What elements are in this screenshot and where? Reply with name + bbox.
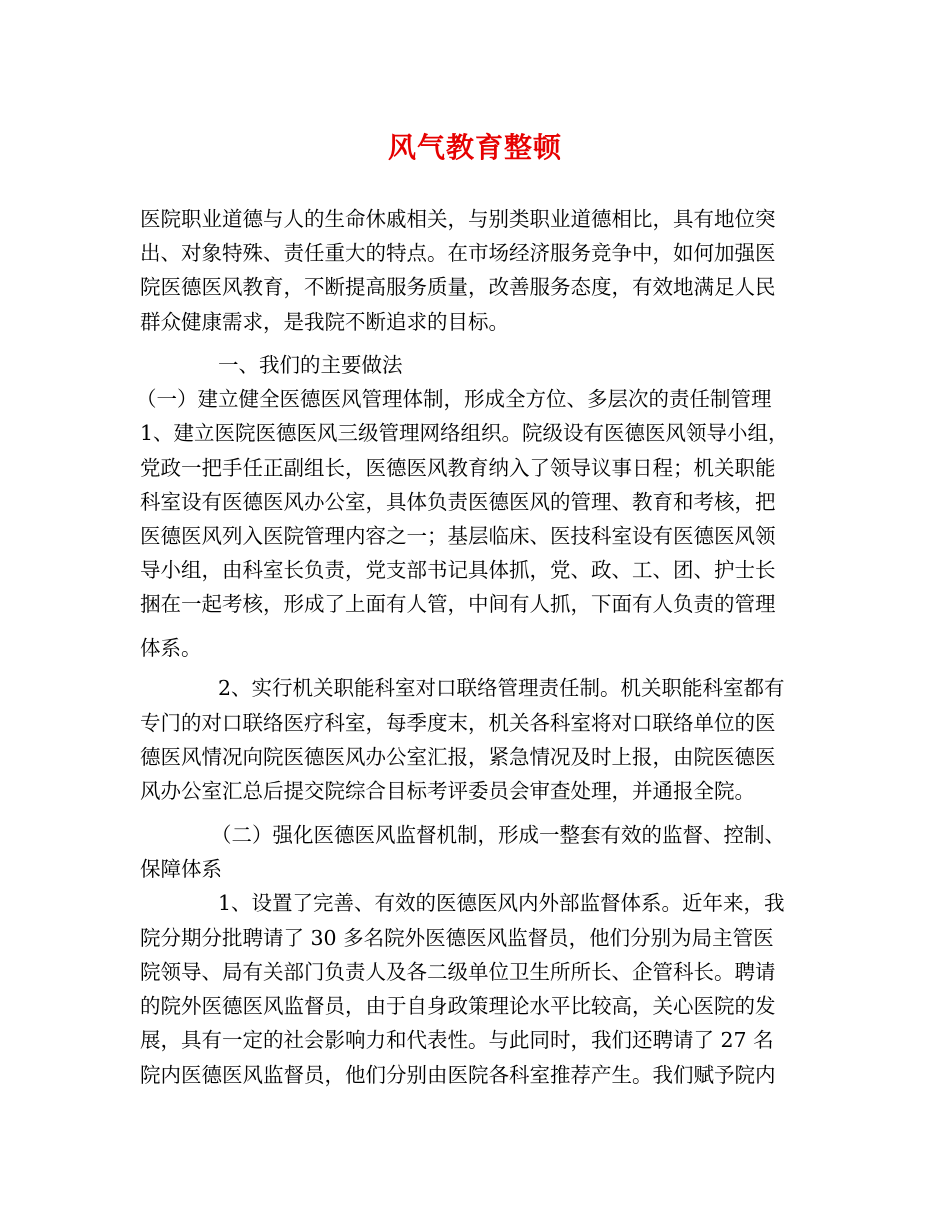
text-line: 院分期分批聘请了 30 多名院外医德医风监督员，他们分别为局主管医: [140, 926, 774, 950]
subsection-heading: （二）强化医德医风监督机制，形成一整套有效的监督、控制、: [211, 823, 785, 847]
document-title: 风气教育整顿: [387, 131, 562, 164]
text-line: 2、实行机关职能科室对口联络管理责任制。机关职能科室都有: [218, 676, 785, 700]
text-line: 保障体系: [140, 857, 222, 881]
text-line: 专门的对口联络医疗科室，每季度末，机关各科室将对口联络单位的医: [140, 711, 776, 735]
subsection-heading: （一）建立健全医德医风管理体制，形成全方位、多层次的责任制管理: [136, 387, 772, 411]
text-line: 出、对象特殊、责任重大的特点。在市场经济服务竞争中，如何加强医: [140, 241, 776, 265]
text-line: 展，具有一定的社会影响力和代表性。与此同时，我们还聘请了 27 名: [140, 1028, 774, 1052]
text-line: 院内医德医风监督员，他们分别由医院各科室推荐产生。我们赋予院内: [140, 1063, 776, 1087]
text-line: 群众健康需求，是我院不断追求的目标。: [140, 310, 509, 334]
text-line: 院领导、局有关部门负责人及各二级单位卫生所所长、企管科长。聘请: [140, 960, 776, 984]
section-heading: 一、我们的主要做法: [218, 353, 403, 377]
text-line: 导小组，由科室长负责，党支部书记具体抓，党、政、工、团、护士长: [140, 558, 776, 582]
text-line: 1、建立医院医德医风三级管理网络组织。院级设有医德医风领导小组，: [140, 421, 789, 445]
text-line: 医院职业道德与人的生命休戚相关，与别类职业道德相比，具有地位突: [140, 207, 776, 231]
text-line: 体系。: [140, 636, 202, 660]
text-line: 的院外医德医风监督员，由于自身政策理论水平比较高，关心医院的发: [140, 994, 776, 1018]
text-line: 风办公室汇总后提交院综合目标考评委员会审查处理，并通报全院。: [140, 779, 755, 803]
text-line: 院医德医风教育，不断提高服务质量，改善服务态度，有效地满足人民: [140, 275, 776, 299]
text-line: 科室设有医德医风办公室，具体负责医德医风的管理、教育和考核，把: [140, 490, 776, 514]
text-line: 党政一把手任正副组长，医德医风教育纳入了领导议事日程；机关职能: [140, 456, 776, 480]
text-line: 1、设置了完善、有效的医德医风内外部监督体系。近年来，我: [218, 891, 785, 915]
text-line: 捆在一起考核，形成了上面有人管，中间有人抓，下面有人负责的管理: [140, 592, 776, 616]
text-line: 德医风情况向院医德医风办公室汇报，紧急情况及时上报，由院医德医: [140, 745, 776, 769]
text-line: 医德医风列入医院管理内容之一；基层临床、医技科室设有医德医风领: [140, 524, 776, 548]
